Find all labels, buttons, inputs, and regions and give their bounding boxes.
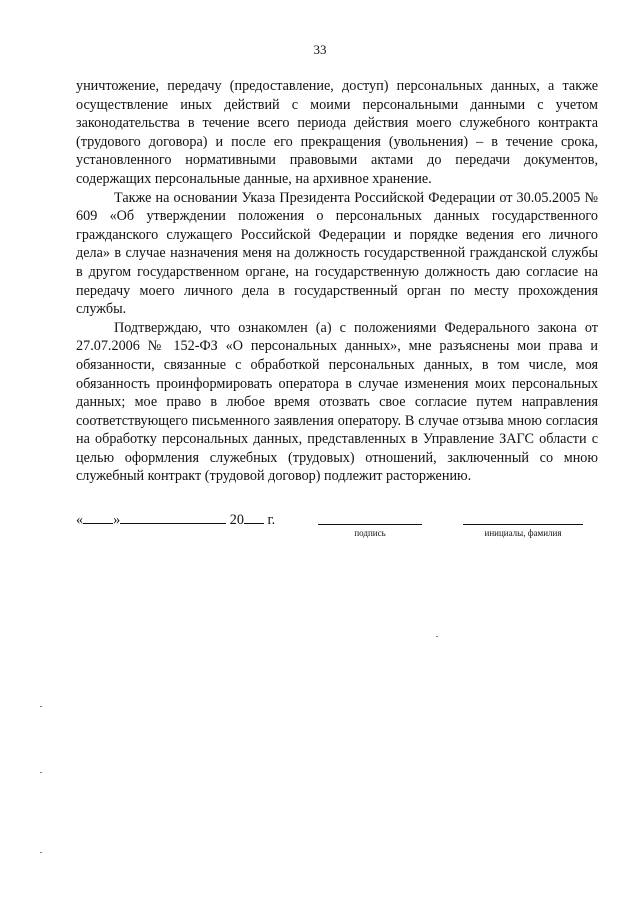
name-line bbox=[463, 524, 583, 525]
paragraph-law-152: Подтверждаю, что ознакомлен (а) с положениями Федерального закона от 27.07.2006 № 152-ФЗ «О персональных данных», мне разъяснены мои права и обязанности, связанные с обработкой персональных данных, в том числе, моя обязанность проинформировать оператора в случае изменения моих персональных данных; мое право в любое время отозвать свое согласие путем направления соответствующего письменного заявления оператору. В случае отзыва мною согласия на обработку персональных данных, представленных в Управление ЗАГС области с целью оформления служебных (трудовых) отношений, заключенный со мною служебный контракт (трудовой договор) подлежит расторжению. bbox=[76, 319, 598, 485]
year-suffix: г. bbox=[267, 512, 276, 528]
scan-speck bbox=[40, 852, 42, 853]
date-field bbox=[76, 509, 275, 529]
year-blank bbox=[244, 509, 264, 524]
signature-block bbox=[76, 509, 606, 549]
scan-speck bbox=[40, 772, 42, 773]
page-number: 33 bbox=[313, 42, 327, 57]
scan-speck bbox=[40, 706, 42, 707]
name-caption: инициалы, фамилия bbox=[484, 528, 562, 538]
day-blank bbox=[83, 509, 113, 524]
signature-line bbox=[318, 524, 422, 525]
paragraph-consent-processing: уничтожение, передачу (предоставление, доступ) персональных данных, а также осуществление иных действий с моими персональными данными с учетом законодательства в течение всего периода действия моего служебного контракта (трудового договора) и после его прекращения (увольнения) – в течение срока, установленного нормативными правовыми актами до передачи документов, содержащих персональные данные, на архивное хранение. bbox=[76, 78, 598, 187]
century-text: 20 bbox=[229, 512, 244, 528]
paragraph-decree-609: Также на основании Указа Президента Российской Федерации от 30.05.2005 № 609 «Об утверждении положения о персональных данных государственного гражданского служащего Российской Федерации и порядке ведения его личного дела» в случае назначения меня на должность государственной гражданской службы в другом государственном органе, на государственную должность даю согласие на передачу моего личного дела в государственный орган по месту прохождения службы. bbox=[76, 189, 598, 318]
month-blank bbox=[120, 509, 226, 524]
open-quote: « bbox=[76, 512, 84, 528]
close-quote: » bbox=[113, 512, 121, 528]
scan-speck bbox=[436, 636, 438, 637]
document-body bbox=[76, 77, 598, 486]
signature-caption: подпись bbox=[354, 528, 386, 538]
